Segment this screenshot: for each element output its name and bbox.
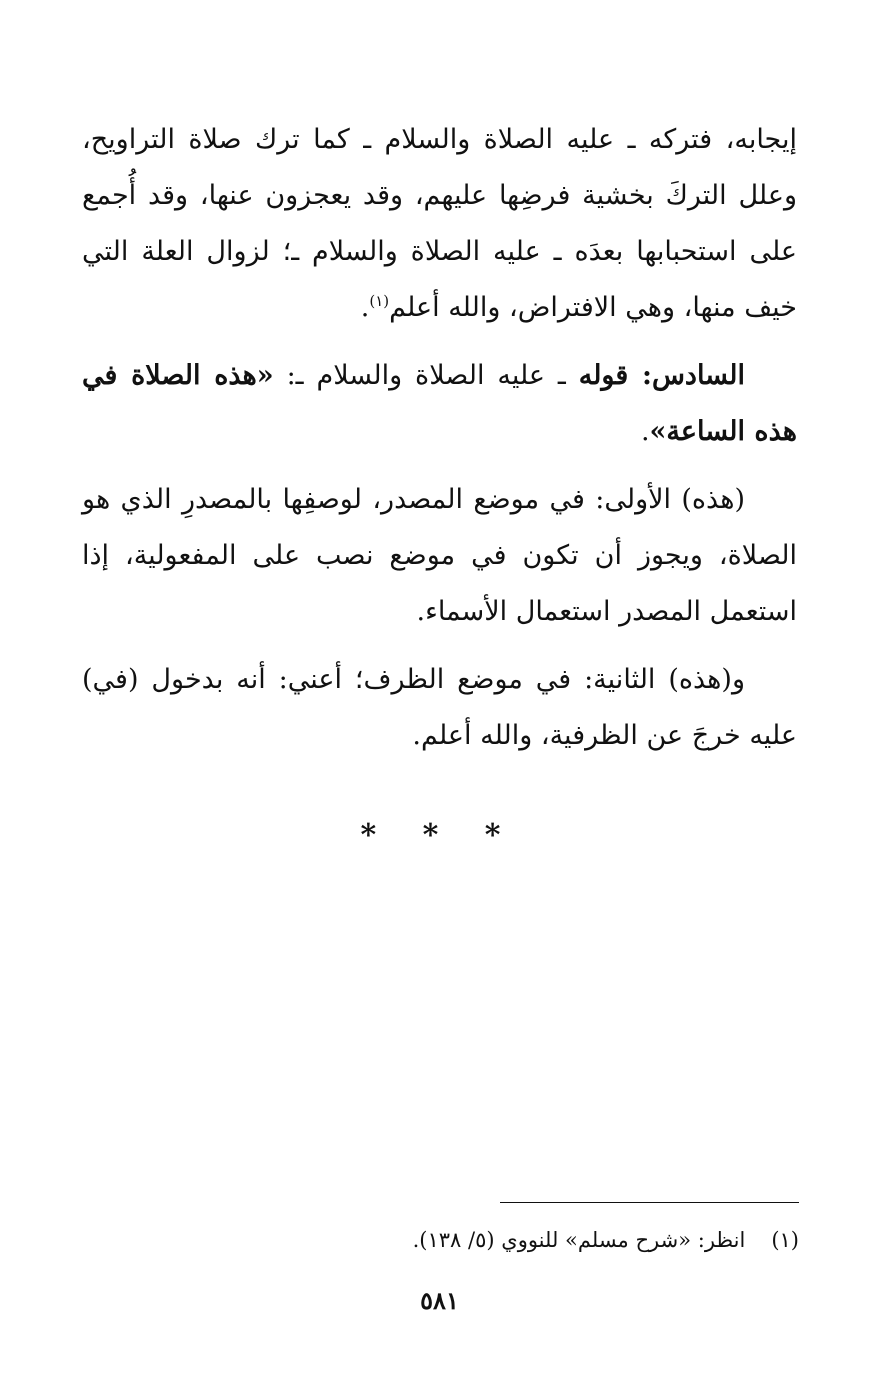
section-separator: * * * <box>360 818 519 853</box>
paragraph-2-quote: «هذه الصلاة في هذه الساعة» <box>82 360 797 447</box>
paragraph-2-middle: ـ عليه الصلاة والسلام ـ: <box>273 360 579 391</box>
footnote-number: (١) <box>771 1228 799 1252</box>
paragraph-2-end: . <box>640 416 650 447</box>
paragraph-1-text: إيجابه، فتركه ـ عليه الصلاة والسلام ـ كما ترك صلاة التراويح، وعلل التركَ بخشية فرضِها عليهم، وقد يعجزون عنها، وقد أُجمع على استحبابها بعدَه ـ عليه الصلاة والسلام ـ؛ لزوال العلة التي خيف منها، وهي الافتراض، والله أعلم <box>82 124 798 323</box>
footnote <box>82 1220 799 1260</box>
paragraph-1-end: . <box>360 292 370 323</box>
footnote-text: انظر: «شرح مسلم» للنووي (٥/ ١٣٨). <box>412 1228 746 1252</box>
paragraph-2 <box>82 348 797 460</box>
paragraph-4: و(هذه) الثانية: في موضع الظرف؛ أعني: أنه بدخول (في) عليه خرجَ عن الظرفية، والله أعلم. <box>82 664 797 751</box>
page-body <box>82 112 797 764</box>
paragraph-2-lead: السادس: قوله <box>578 360 745 391</box>
footnote-reference: (١) <box>369 292 390 310</box>
paragraph-1 <box>82 112 797 336</box>
paragraph-3: (هذه) الأولى: في موضع المصدر، لوصفِها بالمصدرِ الذي هو الصلاة، ويجوز أن تكون في موضع نصب على المفعولية، إذا استعمل المصدر استعمال الأسماء. <box>82 484 797 627</box>
page-number: ٥٨١ <box>420 1286 459 1315</box>
footnote-divider <box>500 1202 799 1203</box>
